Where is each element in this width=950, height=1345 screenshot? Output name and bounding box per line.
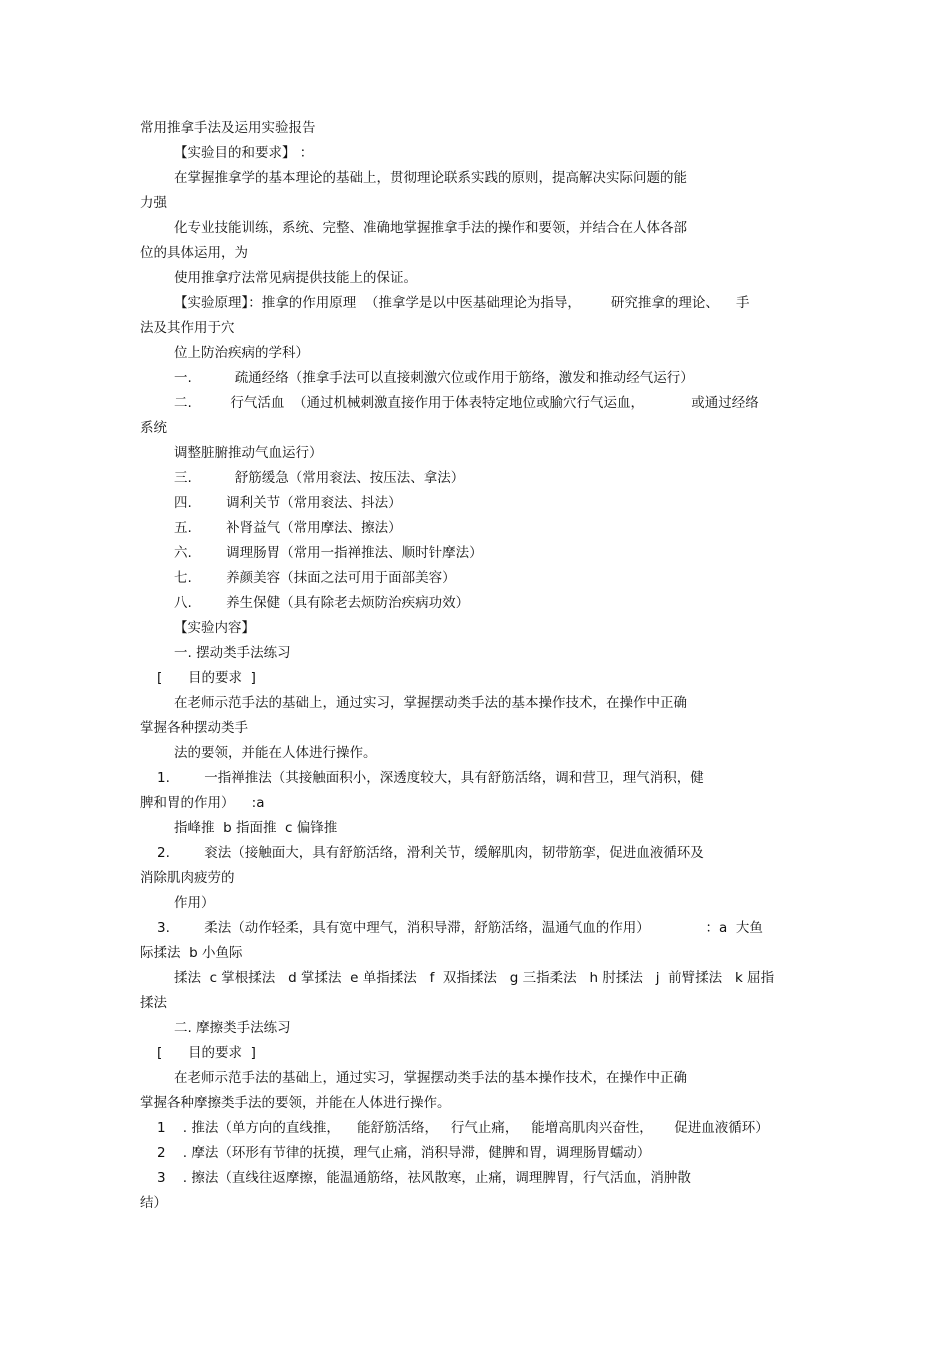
text-line: 际揉法 b 小鱼际 <box>140 945 243 961</box>
text-line: 在老师示范手法的基础上，通过实习，掌握摆动类手法的基本操作技术，在操作中正确 <box>174 1070 687 1086</box>
text-line: [ 目的要求 ] <box>157 670 256 686</box>
text-line: 法的要领，并能在人体进行操作。 <box>174 745 377 761</box>
text-line: 系统 <box>140 420 167 436</box>
text-line: 八. 养生保健（具有除老去烦防治疾病功效） <box>174 595 470 611</box>
text-line: 位的具体运用，为 <box>140 245 248 261</box>
text-line: 3. 柔法（动作轻柔，具有宽中理气，消积导滞，舒筋活络，温通气血的作用） ：a 大鱼 <box>157 920 763 936</box>
text-line: 【实验原理】：推拿的作用原理 （推拿学是以中医基础理论为指导， 研究推拿的理论、 手 <box>174 295 750 311</box>
text-line: 位上防治疾病的学科） <box>174 345 309 361</box>
subsection-heading: 一. 摆动类手法练习 <box>174 645 291 661</box>
text-line: 在掌握推拿学的基本理论的基础上，贯彻理论联系实践的原则，提高解决实际问题的能 <box>174 170 687 186</box>
text-line: 法及其作用于穴 <box>140 320 235 336</box>
text-line: 使用推拿疗法常见病提供技能上的保证。 <box>174 270 417 286</box>
text-line: 掌握各种摆动类手 <box>140 720 248 736</box>
text-line: 1 . 推法（单方向的直线推， 能舒筋活络， 行气止痛， 能增高肌肉兴奋性， 促进血液循环） <box>157 1120 769 1136</box>
section-heading: 【实验内容】 <box>174 620 255 636</box>
text-line: 二. 行气活血 （通过机械刺激直接作用于体表特定地位或腧穴行气运血， 或通过经络 <box>174 395 759 411</box>
text-line: 五. 补肾益气（常用摩法、擦法） <box>174 520 402 536</box>
text-line: [ 目的要求 ] <box>157 1045 256 1061</box>
text-line: 掌握各种摩擦类手法的要领，并能在人体进行操作。 <box>140 1095 451 1111</box>
text-line: 【实验目的和要求】 ： <box>174 145 314 161</box>
text-line: 作用） <box>174 895 215 911</box>
text-line: 3 . 擦法（直线往返摩擦，能温通筋络，祛风散寒，止痛，调理脾胃，行气活血，消肿散 <box>157 1170 691 1186</box>
text-line: 六. 调理肠胃（常用一指禅推法、顺时针摩法） <box>174 545 483 561</box>
text-line: 三. 舒筋缓急（常用衮法、按压法、拿法） <box>174 470 465 486</box>
text-line: 力强 <box>140 195 167 211</box>
document-title: 常用推拿手法及运用实验报告 <box>140 120 316 136</box>
text-line: 揉法 <box>140 995 167 1011</box>
text-line: 脾和胃的作用） :a <box>140 795 265 811</box>
text-line: 化专业技能训练，系统、完整、准确地掌握推拿手法的操作和要领，并结合在人体各部 <box>174 220 687 236</box>
text-line: 四. 调利关节（常用衮法、抖法） <box>174 495 402 511</box>
text-line: 结） <box>140 1195 167 1211</box>
subsection-heading: 二. 摩擦类手法练习 <box>174 1020 291 1036</box>
text-line: 1. 一指禅推法（其接触面积小，深透度较大，具有舒筋活络，调和营卫，理气消积，健 <box>157 770 704 786</box>
text-line: 在老师示范手法的基础上，通过实习，掌握摆动类手法的基本操作技术，在操作中正确 <box>174 695 687 711</box>
text-line: 揉法 c 掌根揉法 d 掌揉法 e 单指揉法 f 双指揉法 g 三指柔法 h 肘揉法 j 前臂揉法 k 屈指 <box>174 970 775 986</box>
text-line: 七. 养颜美容（抹面之法可用于面部美容） <box>174 570 456 586</box>
text-line: 一. 疏通经络（推拿手法可以直接刺激穴位或作用于筋络，激发和推动经气运行） <box>174 370 694 386</box>
text-line: 消除肌肉疲劳的 <box>140 870 235 886</box>
text-line: 2. 衮法（接触面大，具有舒筋活络，滑利关节，缓解肌肉，韧带筋挛，促进血液循环及 <box>157 845 704 861</box>
text-line: 2 . 摩法（环形有节律的抚摸，理气止痛，消积导滞，健脾和胃，调理肠胃蠕动） <box>157 1145 651 1161</box>
text-line: 指峰推 b 指面推 c 偏锋推 <box>174 820 338 836</box>
text-line: 调整脏腑推动气血运行） <box>174 445 323 461</box>
